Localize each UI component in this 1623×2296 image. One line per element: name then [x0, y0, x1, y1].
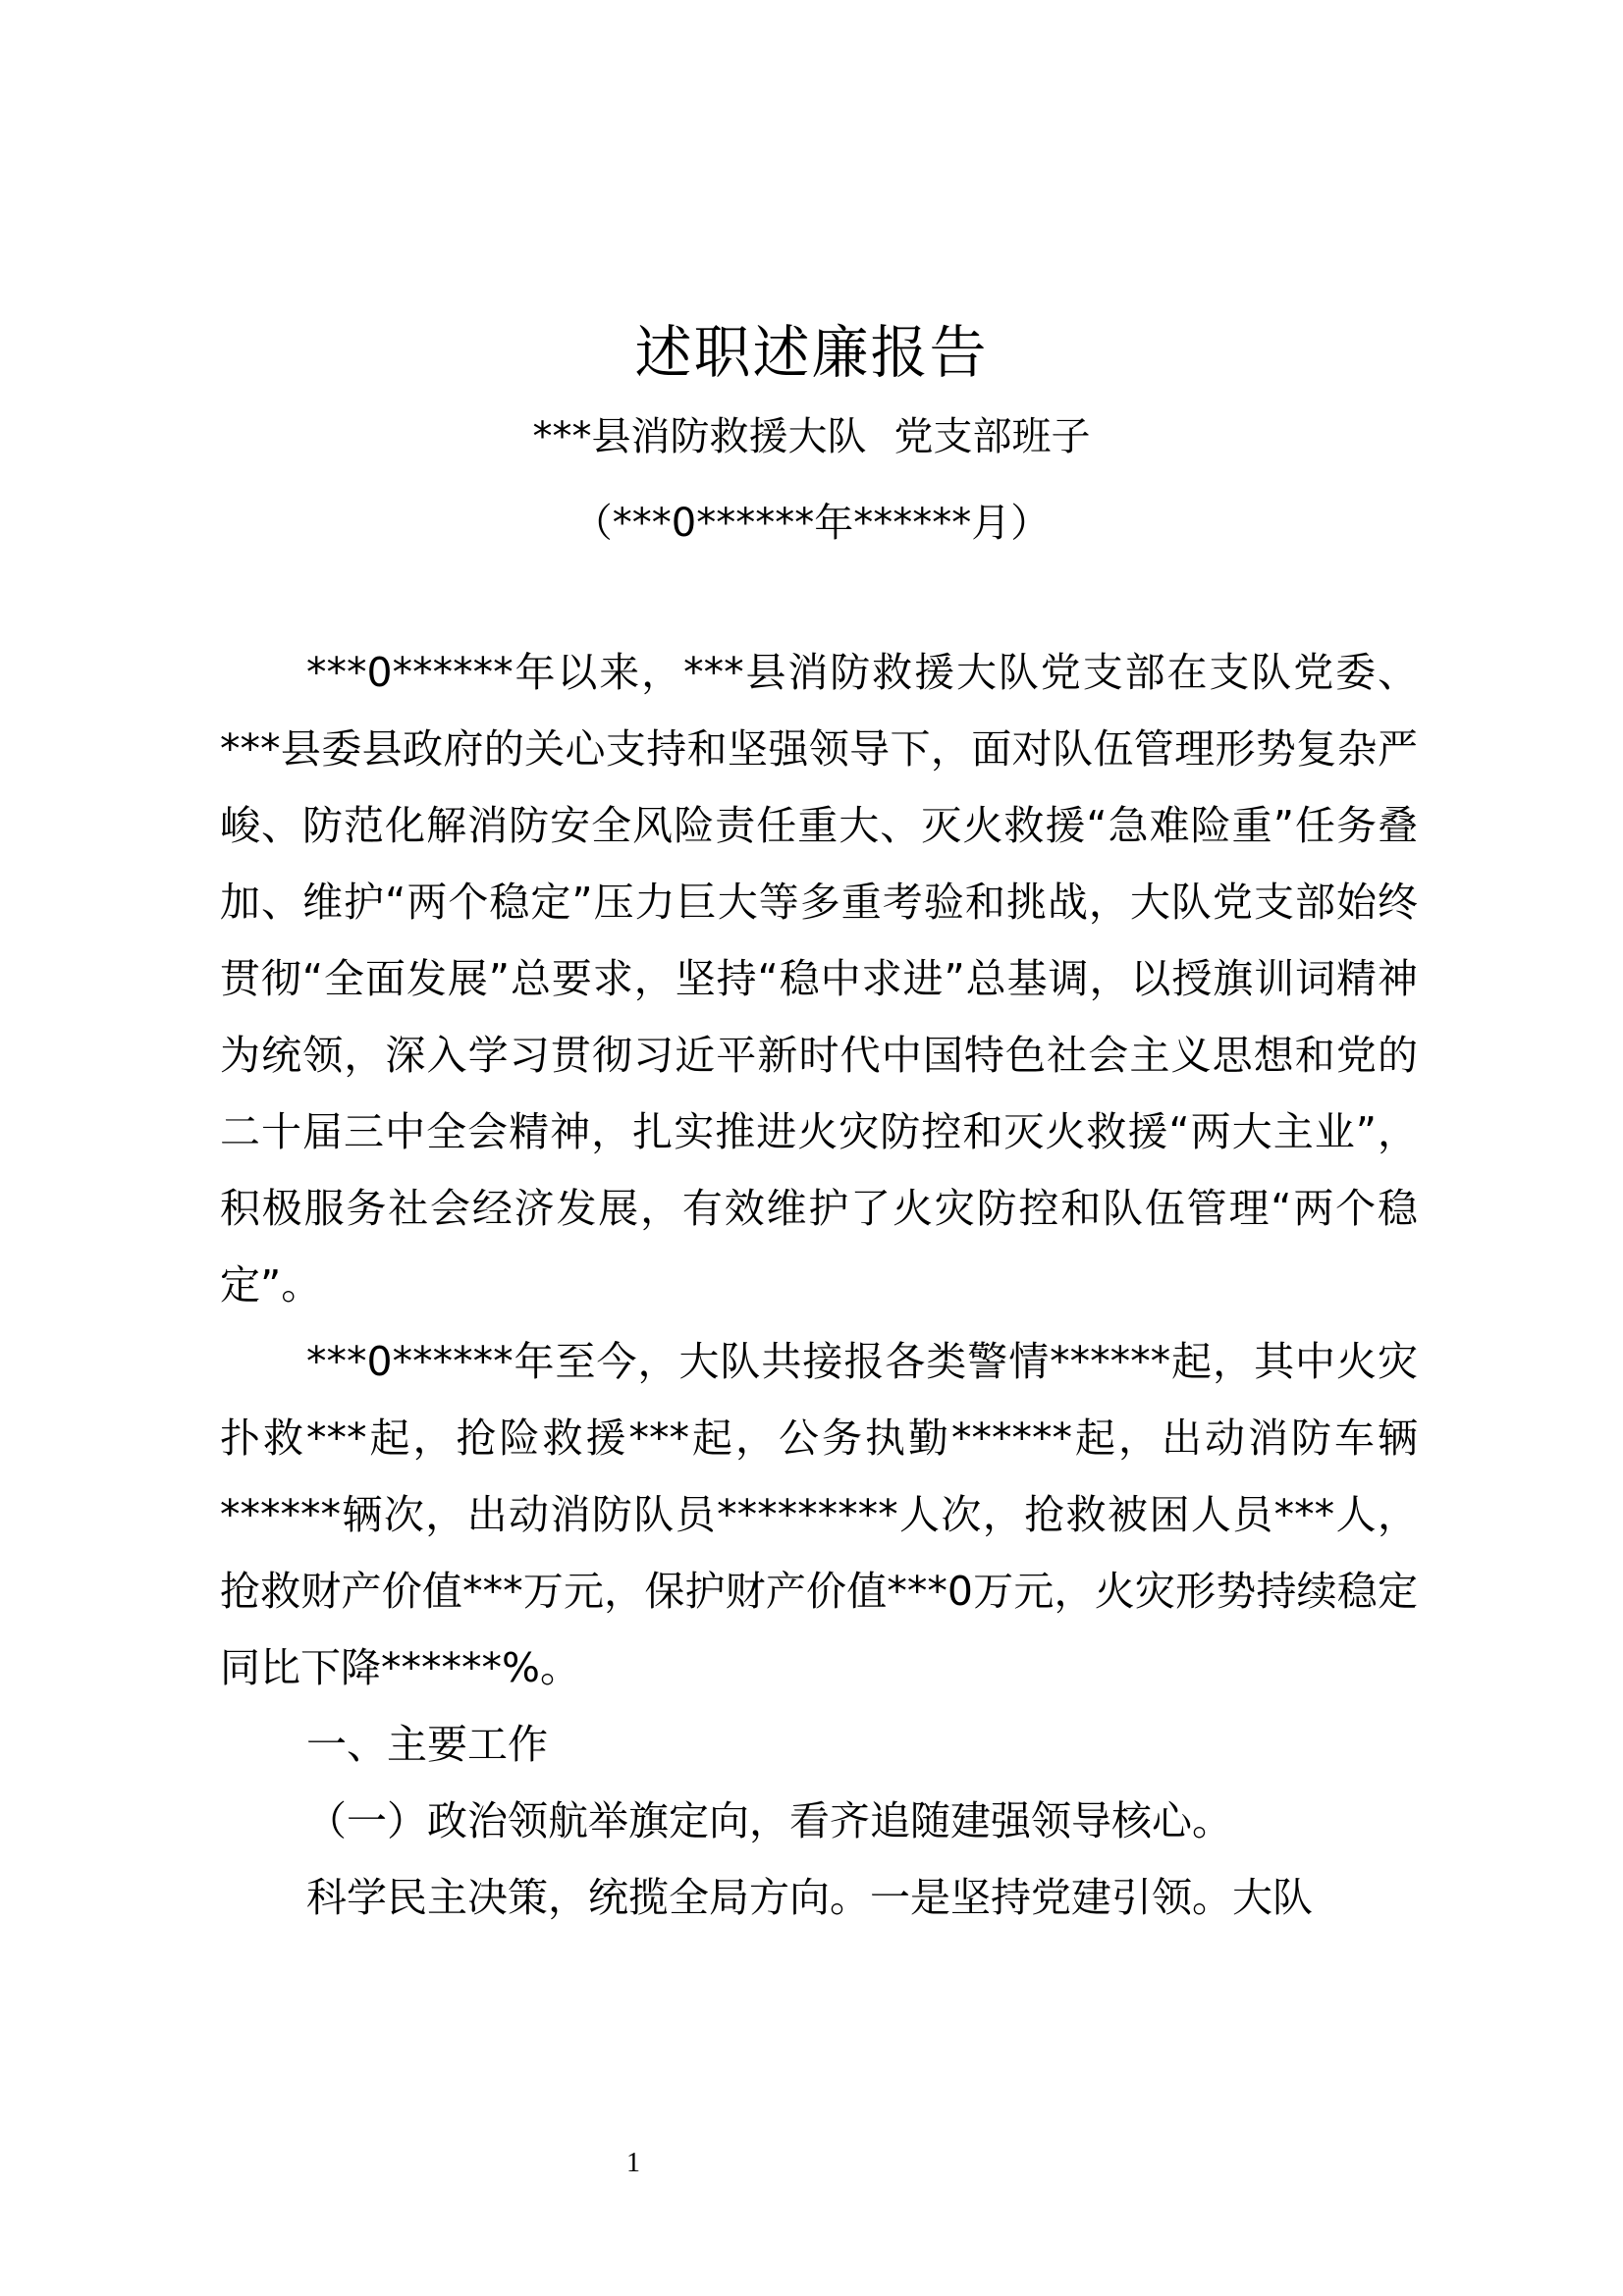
body-paragraph-3: 科学民主决策，统揽全局方向。一是坚持党建引领。大队	[306, 1874, 1313, 1921]
document-date: （***0******年******月）	[572, 501, 1051, 546]
document-title: 述职述廉报告	[634, 319, 989, 386]
document-subtitle	[0, 407, 1623, 466]
page-number: 1	[626, 2148, 640, 2178]
subtitle-unit: ***县消防救援大队	[532, 414, 867, 459]
section-heading: 一、主要工作	[306, 1721, 548, 1768]
subtitle-role: 党支部班子	[893, 414, 1091, 459]
document-body	[220, 634, 1418, 1936]
subsection-heading: （一）政治领航举旗定向，看齐追随建强领导核心。	[306, 1797, 1232, 1844]
body-paragraph-2: ***0******年至今，大队共接报各类警情******起，其中火灾扑救***起，抢险救援***起，公务执勤******起，出动消防车辆******辆次，出动消防队员*********人次，抢救被困人员***人，抢救财产价值***万元，保护财产价值***0万元，火灾形势持续稳定同比下降******%。	[220, 1338, 1418, 1691]
body-paragraph-1: ***0******年以来，***县消防救援大队党支部在支队党委、***县委县政府的关心支持和坚强领导下，面对队伍管理形势复杂严峻、防范化解消防安全风险责任重大、灭火救援“急难险重”任务叠加、维护“两个稳定”压力巨大等多重考验和挑战，大队党支部始终贯彻“全面发展”总要求，坚持“稳中求进”总基调，以授旗训词精神为统领，深入学习贯彻习近平新时代中国特色社会主义思想和党的二十届三中全会精神，扎实推进火灾防控和灭火救援“两大主业”，积极服务社会经济发展，有效维护了火灾防控和队伍管理“两个稳定”。	[220, 649, 1418, 1308]
